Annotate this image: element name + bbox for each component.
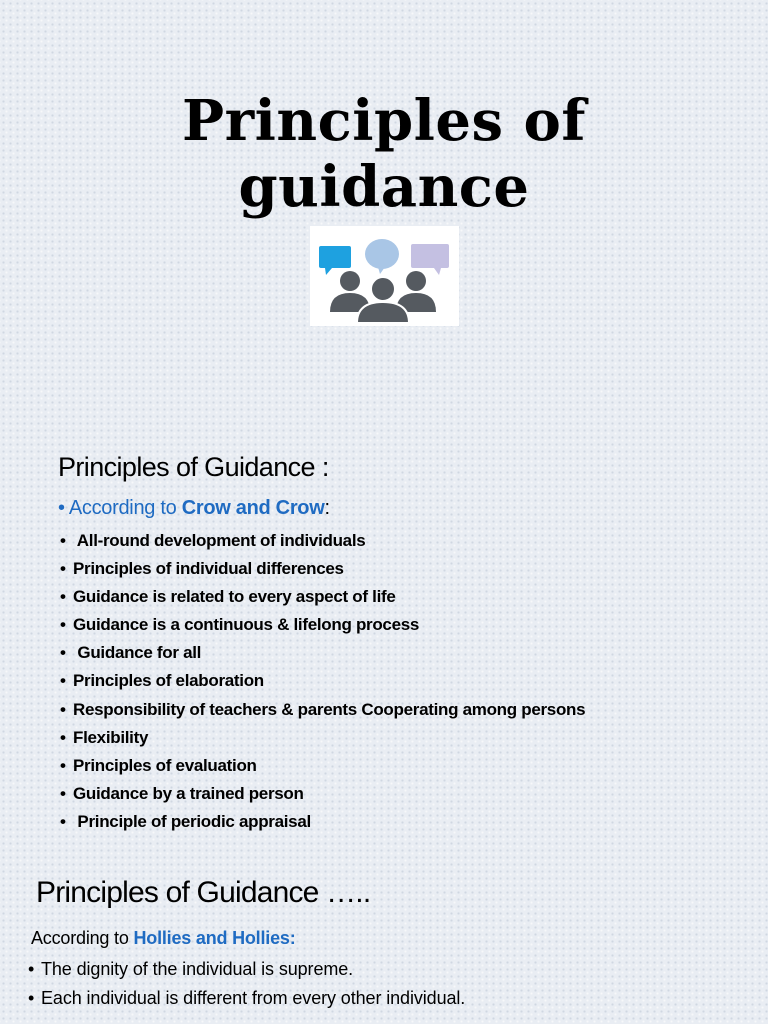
page-title [0, 88, 768, 220]
title-line-2: guidance [238, 154, 530, 220]
list-item: • Principle of periodic appraisal [60, 811, 311, 831]
list-item: • Guidance is related to every aspect of life [60, 587, 396, 607]
section-heading: Principles of Guidance : [58, 452, 329, 482]
people-discussion-icon [310, 226, 459, 326]
list-item: • Guidance for all [60, 643, 202, 663]
title-line-1: Principles of [182, 88, 586, 154]
list-item: • Each individual is different from every other individual. [28, 988, 466, 1008]
title-slide [0, 0, 768, 380]
list-item: • The dignity of the individual is supreme. [28, 959, 354, 979]
intro-prefix: According to [68, 497, 182, 519]
source-line [31, 928, 296, 949]
section-heading: Principles of Guidance ….. [36, 876, 371, 909]
source-line [58, 497, 330, 520]
list-item: • Responsibility of teachers & parents Cooperating among persons [60, 699, 586, 719]
list-item: • Principles of individual differences [60, 559, 344, 579]
intro-prefix: According to [31, 928, 134, 948]
speech-bubble-lavender [411, 244, 449, 268]
speech-bubble-light [365, 239, 399, 269]
principles-list [28, 957, 465, 1015]
source-name: Hollies and Hollies: [133, 928, 296, 948]
speech-bubble-blue [319, 246, 351, 268]
principles-list [60, 529, 585, 838]
bullet: • [58, 497, 69, 519]
list-item: • Flexibility [60, 727, 149, 747]
intro-suffix: : [324, 497, 330, 519]
list-item: • Principles of elaboration [60, 671, 264, 691]
list-item: • Guidance by a trained person [60, 783, 304, 803]
list-item: • All-round development of individuals [60, 531, 366, 550]
source-name: Crow and Crow [181, 497, 325, 519]
list-item: • Principles of evaluation [60, 755, 257, 775]
list-item: • Guidance is a continuous & lifelong process [60, 615, 420, 635]
